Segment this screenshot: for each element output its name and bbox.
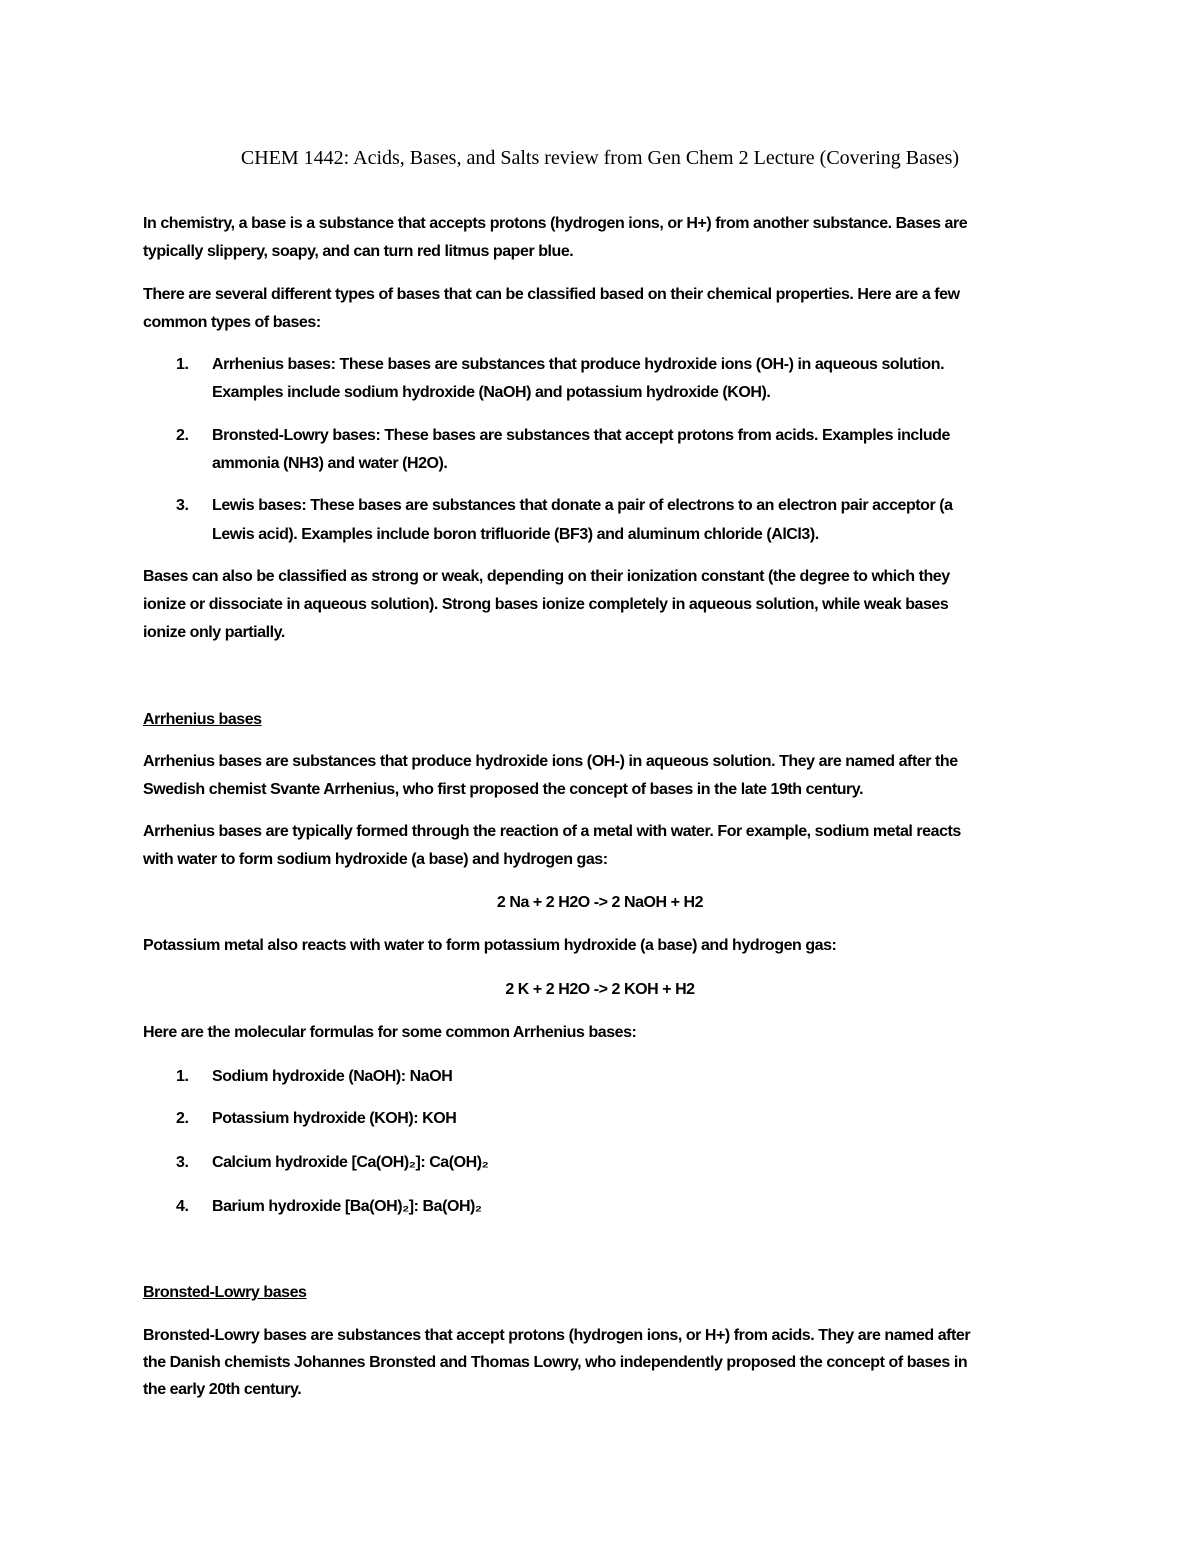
paragraph-line: Here are the molecular formulas for some common Arrhenius bases:: [143, 1024, 637, 1041]
types-intro-line: There are several different types of bases that can be classified based on their chemical properties. Here are a few: [143, 286, 960, 303]
list-item-line: Lewis acid). Examples include boron trifluoride (BF3) and aluminum chloride (AlCl3).: [212, 526, 819, 543]
formula-list-item: Calcium hydroxide [Ca(OH)₂]: Ca(OH)₂: [212, 1154, 489, 1171]
list-item-line: Examples include sodium hydroxide (NaOH) and potassium hydroxide (KOH).: [212, 384, 771, 401]
paragraph-line: the early 20th century.: [143, 1381, 302, 1398]
list-number: 1.: [176, 1068, 189, 1085]
intro-line: typically slippery, soapy, and can turn red litmus paper blue.: [143, 243, 574, 260]
paragraph-line: the Danish chemists Johannes Bronsted and Thomas Lowry, who independently proposed the concept of bases in: [143, 1354, 968, 1371]
strength-line: Bases can also be classified as strong or weak, depending on their ionization constant (the degree to which they: [143, 568, 950, 585]
types-intro-line: common types of bases:: [143, 314, 321, 331]
section-heading-bronsted: Bronsted-Lowry bases: [143, 1284, 307, 1301]
formula-list-item: Sodium hydroxide (NaOH): NaOH: [212, 1068, 453, 1085]
equation-sodium: 2 Na + 2 H2O -> 2 NaOH + H2: [496, 894, 704, 911]
document-title: CHEM 1442: Acids, Bases, and Salts review from Gen Chem 2 Lecture (Covering Bases): [240, 147, 960, 169]
equation-potassium: 2 K + 2 H2O -> 2 KOH + H2: [505, 981, 695, 998]
list-number: 1.: [176, 356, 189, 373]
strength-line: ionize or dissociate in aqueous solution). Strong bases ionize completely in aqueous solution, while weak bases: [143, 596, 949, 613]
list-item-line: Lewis bases: These bases are substances that donate a pair of electrons to an electron pair acceptor (a: [212, 497, 953, 514]
list-number: 3.: [176, 1154, 189, 1171]
paragraph-line: Arrhenius bases are substances that produce hydroxide ions (OH-) in aqueous solution. They are named after the: [143, 753, 958, 770]
formula-list-item: Barium hydroxide [Ba(OH)₂]: Ba(OH)₂: [212, 1198, 482, 1215]
list-number: 4.: [176, 1198, 189, 1215]
section-heading-arrhenius: Arrhenius bases: [143, 711, 262, 728]
list-number: 3.: [176, 497, 189, 514]
paragraph-line: Arrhenius bases are typically formed through the reaction of a metal with water. For example, sodium metal reacts: [143, 823, 961, 840]
paragraph-line: Swedish chemist Svante Arrhenius, who first proposed the concept of bases in the late 19th century.: [143, 781, 864, 798]
list-item-line: Bronsted-Lowry bases: These bases are substances that accept protons from acids. Examples include: [212, 427, 950, 444]
intro-line: In chemistry, a base is a substance that accepts protons (hydrogen ions, or H+) from another substance. Bases are: [143, 215, 968, 232]
list-number: 2.: [176, 1110, 189, 1127]
paragraph-line: Bronsted-Lowry bases are substances that accept protons (hydrogen ions, or H+) from acids. They are named after: [143, 1327, 971, 1344]
paragraph-line: Potassium metal also reacts with water to form potassium hydroxide (a base) and hydrogen gas:: [143, 937, 837, 954]
list-item-line: Arrhenius bases: These bases are substances that produce hydroxide ions (OH-) in aqueous solution.: [212, 356, 945, 373]
paragraph-line: with water to form sodium hydroxide (a base) and hydrogen gas:: [143, 851, 608, 868]
list-number: 2.: [176, 427, 189, 444]
strength-line: ionize only partially.: [143, 624, 285, 641]
formula-list-item: Potassium hydroxide (KOH): KOH: [212, 1110, 457, 1127]
list-item-line: ammonia (NH3) and water (H2O).: [212, 455, 448, 472]
